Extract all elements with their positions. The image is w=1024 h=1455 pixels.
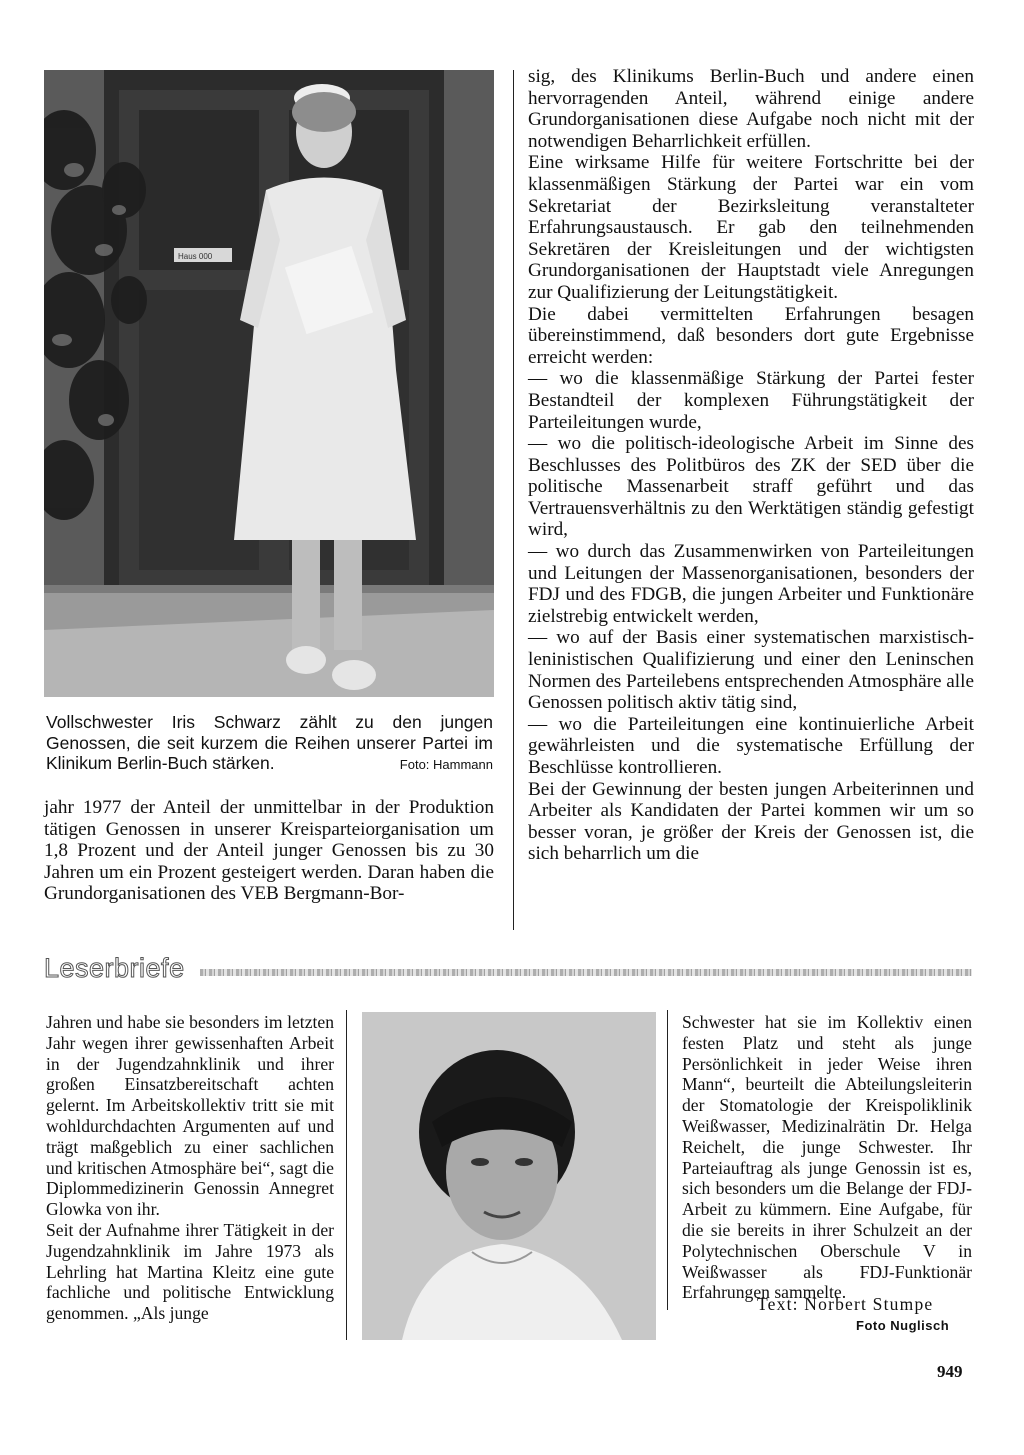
right-paragraph-2: Eine wirksame Hilfe für weitere Fortschritte bei der klassenmäßigen Stärkung der Partei war ein vom Sekretariat der Bezirksleitung veranstalteter Erfahrungsaustausch. Er gab den teilnehmenden Sekretären der Kreisleitungen und der wichtigsten Grundorganisationen der Hauptstadt viele Anregungen zur Qualifizierung der Leitungstätigkeit. — [528, 152, 974, 303]
left-text-column — [44, 797, 494, 905]
text-credit: Text: Norbert Stumpe — [757, 1294, 934, 1314]
letters-right-paragraph-1: Schwester hat sie im Kollektiv einen festen Platz und steht als junge Persönlichkeit in jeder Weise ihren Mann“, beurteilt die Abteilungsleiterin der Stomatologie der Kreispoliklinik Weißwasser, Medizinalrätin Dr. Helga Reichelt, die junge Schwester. Ihr Parteiauftrag als junge Genossin ist es, sich besonders um die Belange der FDJ-Arbeit zu kümmern. Eine Aufgabe, für die sie bereits in ihrer Schulzeit an der Polytechnischen Oberschule V in Weißwasser als FDJ-Funktionär Erfahrungen sammelte. — [682, 1012, 972, 1303]
left-column-paragraph: jahr 1977 der Anteil der unmittelbar in der Produktion tätigen Genossen in unserer Kreisparteiorganisation um 1,8 Prozent und der Anteil junger Genossen bis zu 30 Jahren um ein Prozent gesteigert werden. Daran haben die Grundorganisationen des VEB Bergmann-Bor- — [44, 797, 494, 905]
bullet-1: — wo die klassenmäßige Stärkung der Partei fester Bestandteil der komplexen Führungstätigkeit der Parteileitungen wurde, — [528, 368, 974, 433]
bullet-2: — wo die politisch-ideologische Arbeit im Sinne des Beschlusses des Politbüros des ZK der SED über die politische Massenarbeit straff geführt und das Vertrauensverhältnis zu den Werktätigen ständig gefestigt wird, — [528, 433, 974, 541]
right-paragraph-4: Bei der Gewinnung der besten jungen Arbeiterinnen und Arbeiter als Kandidaten der Partei kommen wir um so besser voran, je größer der Kreis der Genossen ist, die sich beharrlich um die — [528, 778, 974, 865]
bullet-3: — wo durch das Zusammenwirken von Parteileitungen und Leitungen der Massenorganisationen, besonders der FDJ und des FDGB, die jungen Arbeiter und Funktionäre zielstrebig entwickelt werden, — [528, 541, 974, 627]
portrait-photo-credit: Foto Nuglisch — [856, 1318, 950, 1333]
caption-text: Vollschwester Iris Schwarz zählt zu den jungen Genossen, die seit kurzem die Reihen unserer Partei im Klinikum Berlin-Buch stärken. — [46, 712, 493, 773]
right-text-column — [528, 66, 974, 865]
door-sign-text: Haus 000 — [178, 252, 213, 261]
section-title: Leserbriefe — [44, 953, 185, 983]
section-title-rule — [200, 969, 972, 976]
photo-caption — [46, 712, 493, 776]
photo-credit: Foto: Hammann — [399, 757, 493, 772]
column-separator-top — [513, 70, 514, 930]
letters-left-paragraph-2: Seit der Aufnahme ihrer Tätigkeit in der Jugendzahnklinik im Jahre 1973 als Lehrling hat Martina Kleitz eine gute fachliche und politische Entwicklung genommen. „Als junge — [46, 1219, 334, 1324]
right-paragraph-3: Die dabei vermittelten Erfahrungen besagen übereinstimmend, daß besonders dort gute Ergebnisse erreicht werden: — [528, 303, 974, 368]
letters-right-column — [682, 1012, 972, 1303]
bullet-4: — wo auf der Basis einer systematischen marxistisch-leninistischen Qualifizierung und einer den Leninschen Normen des Parteilebens entsprechenden Atmosphäre alle Genossen politisch aktiv tätig sind, — [528, 627, 974, 714]
nurse-photo — [44, 70, 494, 697]
portrait-photo — [362, 1012, 656, 1340]
bullet-5: — wo die Parteileitungen eine kontinuierliche Arbeit gewährleisten und die systematische Erfüllung der Beschlüsse kontrollieren. — [528, 713, 974, 778]
right-paragraph-1: sig, des Klinikums Berlin-Buch und andere einen hervorragenden Anteil, während einige andere Grundorganisationen diese Aufgabe noch nicht mit der notwendigen Beharrlichkeit erfüllen. — [528, 66, 974, 152]
page-number: 949 — [937, 1362, 963, 1381]
letters-left-column — [46, 1012, 334, 1324]
column-separator-bottom-right — [667, 1010, 668, 1310]
column-separator-bottom-left — [346, 1010, 347, 1340]
letters-left-paragraph-1: Jahren und habe sie besonders im letzten Jahr wegen ihrer gewissenhaften Arbeit in der Jugendzahnklinik und ihrer großen Einsatzbereitschaft achten gelernt. Im Arbeitskollektiv tritt sie mit wohldurchdachten Argumenten auf und trägt maßgeblich zu einer sachlichen und kritischen Atmosphäre bei“, sagt die Diplommedizinerin Genossin Annegret Glowka von ihr. — [46, 1012, 334, 1220]
